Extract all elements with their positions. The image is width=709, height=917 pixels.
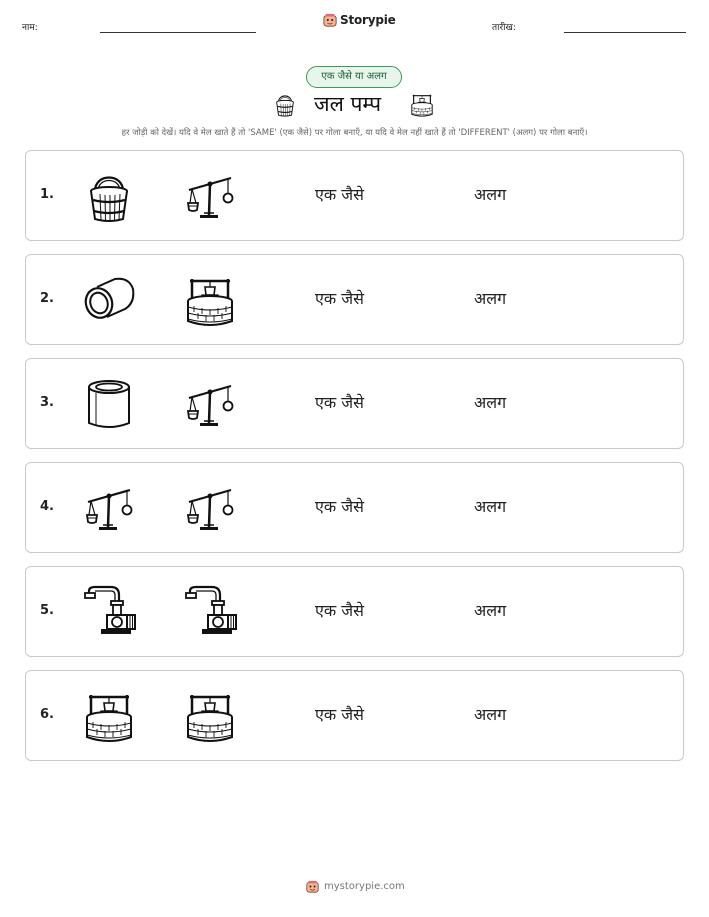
- different-option[interactable]: अलग: [474, 601, 507, 620]
- different-option[interactable]: अलग: [474, 289, 507, 308]
- question-number: 2.: [40, 291, 54, 306]
- name-field[interactable]: [100, 32, 256, 33]
- well-icon: [182, 273, 238, 329]
- brand-logo: [323, 13, 396, 27]
- question-row: [25, 150, 684, 241]
- different-option[interactable]: अलग: [474, 185, 507, 204]
- date-field[interactable]: [564, 32, 686, 33]
- instructions: हर जोड़ी को देखें। यदि वे मेल खाते हैं तो 'SAME' (एक जैसे) पर गोला बनाएँ, या यदि वे मेल नहीं खाते हैं तो 'DIFFERENT' (अलग) पर गोला बनाएँ।: [121, 128, 588, 138]
- balance-scale-icon: [182, 169, 238, 225]
- question-number: 1.: [40, 187, 54, 202]
- same-option[interactable]: एक जैसे: [315, 289, 364, 308]
- same-option[interactable]: एक जैसे: [315, 601, 364, 620]
- water-pump-icon: [182, 585, 238, 641]
- question-number: 4.: [40, 499, 54, 514]
- question-row: [25, 670, 684, 761]
- well-icon: [182, 689, 238, 745]
- water-pump-icon: [81, 585, 137, 641]
- worksheet-type-tag: एक जैसे या अलग: [306, 66, 402, 88]
- name-label: नाम:: [22, 23, 38, 33]
- different-option[interactable]: अलग: [474, 393, 507, 412]
- cylinder-icon: [81, 377, 137, 433]
- well-icon: [81, 689, 137, 745]
- question-row: [25, 358, 684, 449]
- different-option[interactable]: अलग: [474, 705, 507, 724]
- question-row: [25, 462, 684, 553]
- same-option[interactable]: एक जैसे: [315, 185, 364, 204]
- bucket-icon: [81, 169, 137, 225]
- pipe-icon: [81, 273, 137, 329]
- balance-scale-icon: [182, 377, 238, 433]
- storypie-logo-icon: [306, 880, 319, 893]
- question-row: [25, 566, 684, 657]
- bucket-icon: [272, 90, 298, 120]
- different-option[interactable]: अलग: [474, 497, 507, 516]
- title-row: [0, 88, 709, 124]
- balance-scale-icon: [81, 481, 137, 537]
- date-label: तारीख:: [492, 23, 516, 33]
- same-option[interactable]: एक जैसे: [315, 393, 364, 412]
- well-icon: [409, 90, 435, 120]
- same-option[interactable]: एक जैसे: [315, 705, 364, 724]
- brand-name: Storypie: [340, 13, 396, 27]
- balance-scale-icon: [182, 481, 238, 537]
- question-row: [25, 254, 684, 345]
- question-number: 3.: [40, 395, 54, 410]
- question-number: 5.: [40, 603, 54, 618]
- page-title: जल पम्प: [314, 92, 382, 116]
- footer: [306, 880, 405, 893]
- storypie-logo-icon: [323, 13, 337, 27]
- question-number: 6.: [40, 707, 54, 722]
- same-option[interactable]: एक जैसे: [315, 497, 364, 516]
- footer-site[interactable]: mystorypie.com: [324, 881, 405, 892]
